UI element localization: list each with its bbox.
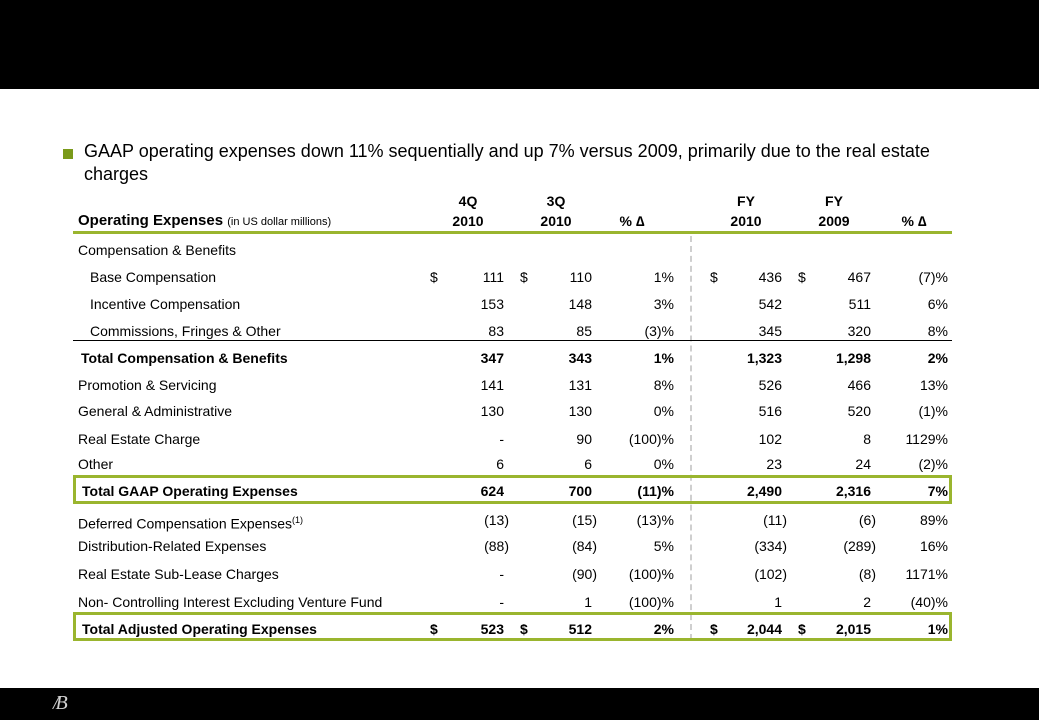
- value-cell: 130: [568, 403, 592, 419]
- bottom-banner: [0, 688, 1039, 720]
- bullet-icon: [63, 149, 73, 159]
- pct-change-cell: 89%: [919, 512, 948, 528]
- pct-change-cell: (2)%: [918, 456, 948, 472]
- currency-symbol: $: [520, 621, 528, 637]
- adjusted-total-highlight: [73, 612, 952, 641]
- row-label-text: Distribution-Related Expenses: [78, 538, 267, 554]
- currency-symbol: $: [520, 269, 528, 285]
- row-label: [78, 377, 217, 393]
- value-cell: 512: [568, 621, 592, 637]
- pct-change-cell: 16%: [919, 538, 948, 554]
- row-label-text: Promotion & Servicing: [78, 377, 217, 393]
- value-cell: 24: [855, 456, 871, 472]
- gaap-total-highlight: [73, 475, 952, 504]
- section-header: Compensation & Benefits: [78, 242, 236, 258]
- col-header-pct-change-q: % ∆: [619, 213, 645, 229]
- col-header-fy2009: FY: [825, 193, 843, 209]
- currency-symbol: $: [798, 621, 806, 637]
- pct-change-cell: 13%: [919, 377, 948, 393]
- value-cell: 526: [758, 377, 782, 393]
- row-label: [90, 296, 240, 312]
- pct-change-cell: 5%: [653, 538, 674, 554]
- value-cell: 131: [568, 377, 592, 393]
- value-cell: 6: [584, 456, 592, 472]
- value-cell: 1,298: [835, 350, 871, 366]
- pct-change-cell: 3%: [653, 296, 674, 312]
- pct-change-cell: 0%: [653, 403, 674, 419]
- value-cell: 2: [863, 594, 871, 610]
- value-cell: 347: [480, 350, 504, 366]
- pct-change-cell: 6%: [927, 296, 948, 312]
- summary-bullet: GAAP operating expenses down 11% sequentially and up 7% versus 2009, primarily due to the real estate charges: [84, 141, 930, 184]
- value-cell: 1: [584, 594, 592, 610]
- pct-change-cell: 7%: [927, 483, 948, 499]
- value-cell: 110: [569, 269, 592, 285]
- row-label-text: Deferred Compensation Expenses: [78, 515, 293, 532]
- value-cell: 2,044: [746, 621, 782, 637]
- value-cell: (289): [843, 538, 876, 554]
- row-label: [78, 538, 266, 554]
- value-cell: 467: [847, 269, 871, 285]
- value-cell: (11): [763, 512, 787, 528]
- pct-change-cell: 1%: [653, 350, 674, 366]
- value-cell: 1,323: [746, 350, 782, 366]
- value-cell: 320: [847, 323, 871, 339]
- pct-change-cell: 2%: [653, 621, 674, 637]
- value-cell: 141: [480, 377, 504, 393]
- header-rule: [73, 231, 952, 234]
- ab-logo: /B: [53, 692, 65, 714]
- row-label: [78, 594, 382, 610]
- pct-change-cell: 1129%: [905, 431, 948, 447]
- value-cell: 1: [774, 594, 782, 610]
- col-header-pct-change-fy: % ∆: [901, 213, 927, 229]
- pct-change-cell: (3)%: [644, 323, 674, 339]
- row-label: [78, 566, 279, 582]
- value-cell: (6): [858, 512, 876, 528]
- pct-change-cell: (13)%: [636, 512, 674, 528]
- pct-change-cell: 1171%: [905, 566, 948, 582]
- value-cell: 130: [480, 403, 504, 419]
- value-cell: 8: [863, 431, 871, 447]
- value-cell: 6: [496, 456, 504, 472]
- pct-change-cell: 0%: [653, 456, 674, 472]
- row-label: [78, 456, 113, 472]
- pct-change-cell: (1)%: [918, 403, 948, 419]
- value-cell: (8): [858, 566, 876, 582]
- value-cell: 436: [758, 269, 782, 285]
- currency-symbol: $: [710, 269, 718, 285]
- value-cell: -: [499, 566, 504, 582]
- value-cell: 148: [568, 296, 592, 312]
- value-cell: 624: [480, 483, 504, 499]
- pct-change-cell: (7)%: [918, 269, 948, 285]
- row-label: [90, 269, 216, 285]
- col-header-4q: 4Q: [458, 193, 478, 209]
- pct-change-cell: (11)%: [637, 483, 674, 499]
- currency-symbol: $: [798, 269, 806, 285]
- col-header-4q-year: 2010: [452, 213, 484, 229]
- currency-symbol: $: [430, 621, 438, 637]
- value-cell: 102: [758, 431, 782, 447]
- currency-symbol: $: [710, 621, 718, 637]
- row-label: [78, 431, 200, 447]
- row-label: [78, 512, 303, 532]
- row-label-text: Incentive Compensation: [90, 296, 241, 312]
- row-label-text: Real Estate Sub-Lease Charges: [78, 566, 279, 582]
- pct-change-cell: 8%: [927, 323, 948, 339]
- value-cell: (102): [754, 566, 787, 582]
- row-label-text: General & Administrative: [78, 403, 233, 419]
- value-cell: (88): [484, 538, 509, 554]
- pct-change-cell: 2%: [927, 350, 948, 366]
- subtotal-rule: [73, 340, 952, 341]
- col-header-3q-year: 2010: [540, 213, 572, 229]
- value-cell: 466: [847, 377, 871, 393]
- value-cell: (15): [572, 512, 597, 528]
- currency-symbol: $: [430, 269, 438, 285]
- pct-change-cell: 8%: [653, 377, 674, 393]
- row-label: [81, 350, 288, 366]
- pct-change-cell: (100)%: [628, 594, 674, 610]
- value-cell: 345: [758, 323, 782, 339]
- footnote-marker: (1): [292, 515, 304, 525]
- value-cell: 343: [568, 350, 592, 366]
- value-cell: 85: [576, 323, 592, 339]
- value-cell: 83: [488, 323, 504, 339]
- pct-change-cell: (100)%: [628, 566, 674, 582]
- value-cell: 2,316: [835, 483, 871, 499]
- value-cell: 516: [758, 403, 782, 419]
- row-label-text: Total Adjusted Operating Expenses: [82, 621, 317, 637]
- value-cell: (13): [484, 512, 509, 528]
- row-label-text: Total GAAP Operating Expenses: [82, 483, 298, 499]
- row-label-text: Total Compensation & Benefits: [81, 350, 288, 366]
- row-label-text: Other: [78, 456, 114, 472]
- pct-change-cell: 1%: [653, 269, 674, 285]
- value-cell: 520: [847, 403, 871, 419]
- value-cell: 2,015: [835, 621, 871, 637]
- value-cell: 111: [482, 269, 504, 285]
- col-header-fy2010: FY: [737, 193, 755, 209]
- value-cell: -: [499, 431, 504, 447]
- value-cell: 542: [758, 296, 782, 312]
- column-divider: [690, 236, 692, 640]
- pct-change-cell: 1%: [927, 621, 948, 637]
- value-cell: 511: [848, 296, 871, 312]
- value-cell: 2,490: [746, 483, 782, 499]
- value-cell: 23: [766, 456, 782, 472]
- row-label-text: Commissions, Fringes & Other: [90, 323, 281, 339]
- value-cell: (90): [572, 566, 597, 582]
- row-label: [90, 323, 281, 339]
- value-cell: (84): [572, 538, 597, 554]
- row-label: [78, 403, 232, 419]
- col-header-3q: 3Q: [546, 193, 566, 209]
- value-cell: (334): [754, 538, 787, 554]
- value-cell: 523: [480, 621, 504, 637]
- value-cell: 153: [480, 296, 504, 312]
- table-title: Operating Expenses (in US dollar millions): [78, 212, 332, 229]
- col-header-fy2009-year: 2009: [818, 213, 850, 229]
- row-label-text: Real Estate Charge: [78, 431, 201, 447]
- top-banner: [0, 0, 1039, 89]
- pct-change-cell: (40)%: [910, 594, 948, 610]
- value-cell: 90: [576, 431, 592, 447]
- col-header-fy2010-year: 2010: [730, 213, 762, 229]
- row-label-text: Base Compensation: [90, 269, 217, 285]
- value-cell: -: [499, 594, 504, 610]
- pct-change-cell: (100)%: [628, 431, 674, 447]
- row-label-text: Non- Controlling Interest Excluding Venture Fund: [78, 594, 383, 610]
- value-cell: 700: [568, 483, 592, 499]
